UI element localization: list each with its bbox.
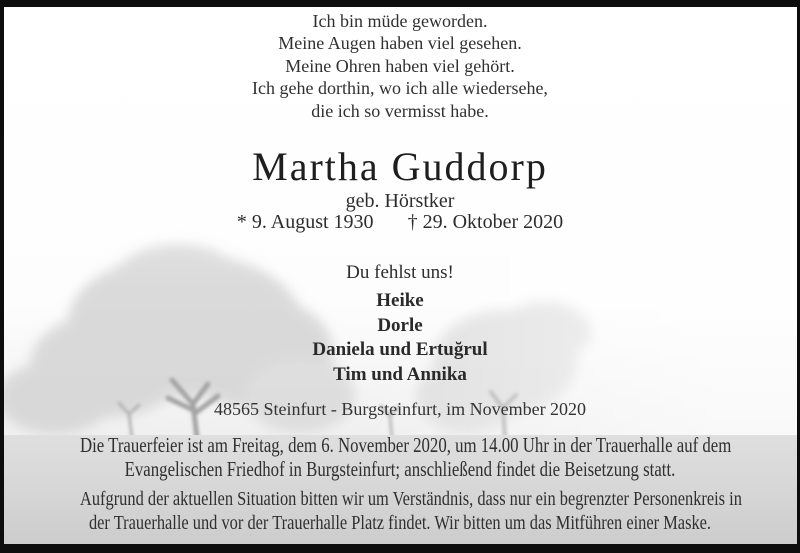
funeral-info: [0, 434, 800, 481]
life-dates: [0, 211, 800, 234]
poem-line: Meine Ohren haben viel gehört.: [285, 55, 515, 76]
mourner-name: Heike: [376, 290, 424, 311]
poem-line: Meine Augen haben viel gesehen.: [278, 33, 522, 54]
maiden-name: geb. Hörstker: [345, 190, 455, 212]
funeral-info-line: Evangelischen Friedhof in Burgsteinfurt; anschließend findet die Beisetzung statt.: [124, 456, 676, 481]
poem-line: Ich gehe dorthin, wo ich alle wiedersehe,: [252, 78, 548, 99]
birth-date: * 9. August 1930: [236, 211, 374, 233]
poem-line: die ich so vermisst habe.: [311, 100, 489, 121]
deceased-name: Martha Guddorp: [252, 144, 548, 189]
covid-notice-line: der Trauerhalle und vor der Trauerhalle Platz findet. Wir bitten um das Mitführen einer Maske.: [88, 511, 712, 534]
funeral-info-line: Die Trauerfeier ist am Freitag, dem 6. November 2020, um 14.00 Uhr in der Trauerhalle auf dem: [80, 433, 732, 457]
farewell-line: Du fehlst uns!: [346, 262, 454, 283]
poem-line: Ich bin müde geworden.: [312, 11, 488, 31]
location-date-line: 48565 Steinfurt - Burgsteinfurt, im November 2020: [213, 399, 587, 419]
mourner-name: Tim und Annika: [333, 363, 467, 385]
death-date: † 29. Oktober 2020: [407, 211, 564, 233]
covid-notice-line: Aufgrund der aktuellen Situation bitten wir um Verständnis, dass nur ein begrenzter Personenkreis in: [80, 488, 742, 510]
covid-notice: [0, 488, 800, 535]
mourner-name: Dorle: [377, 314, 423, 336]
mourners-list: [0, 289, 800, 387]
poem: [0, 10, 800, 122]
mourner-name: Daniela und Ertuğrul: [312, 339, 488, 361]
